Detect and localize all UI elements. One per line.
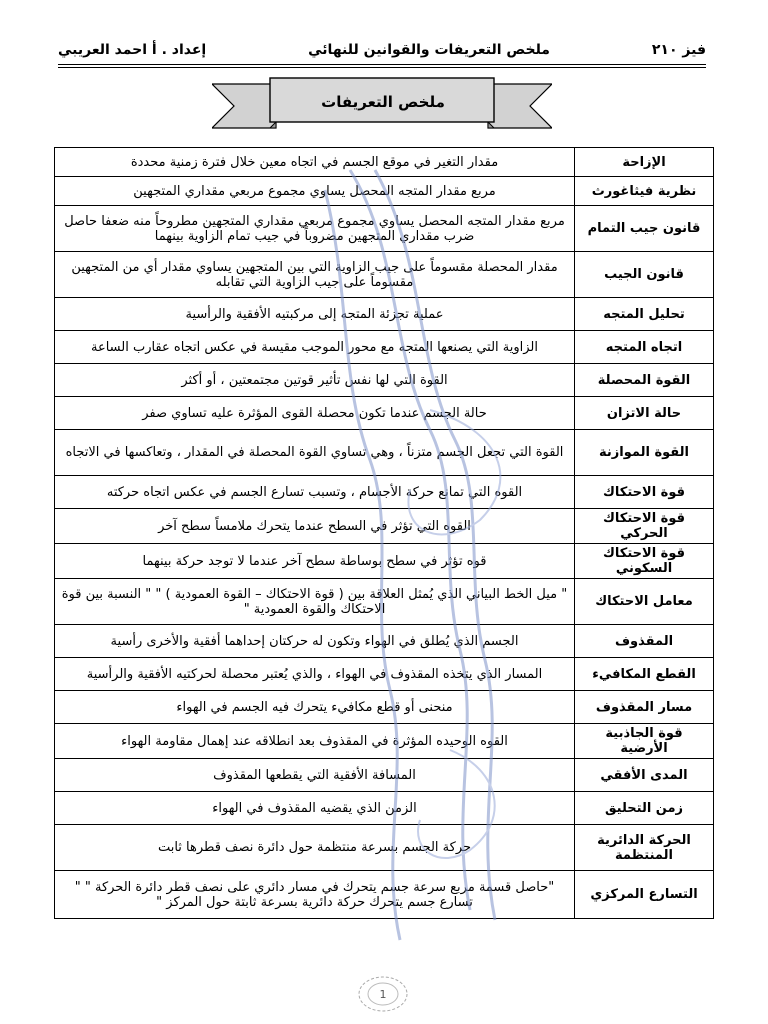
table-row <box>55 579 714 625</box>
definition-cell: مربع مقدار المتجه المحصل يساوي مجموع مربعي مقداري المتجهين <box>55 177 575 206</box>
term-cell: مسار المقذوف <box>575 691 714 724</box>
table-row <box>55 397 714 430</box>
definition-cell: مربع مقدار المتجه المحصل يساوي مجموع مربعي مقداري المتجهين مطروحاً منه ضعفا حاصل ضرب مقداري المتجهين مضروباً في جيب تمام الزاوية بينهما <box>55 206 575 252</box>
author-credit: إعداد . أ احمد العريبي <box>58 42 207 58</box>
table-row <box>55 298 714 331</box>
definition-cell: حركة الجسم بسرعة منتظمة حول دائرة نصف قطرها ثابت <box>55 825 575 871</box>
definition-cell: منحنى أو قطع مكافيء يتحرك فيه الجسم في الهواء <box>55 691 575 724</box>
table-row <box>55 177 714 206</box>
page-number: 1 <box>379 987 387 1001</box>
page-header <box>58 38 706 62</box>
term-cell: قوة الاحتكاك <box>575 476 714 509</box>
course-code: فيز ٢١٠ <box>651 42 706 58</box>
definition-cell: حالة الجسم عندما تكون محصلة القوى المؤثرة عليه تساوي صفر <box>55 397 575 430</box>
definition-cell: عملية تجزئة المتجه إلى مركبتيه الأفقية والرأسية <box>55 298 575 331</box>
table-row <box>55 476 714 509</box>
definition-cell: الجسم الذي يُطلق في الهواء وتكون له حركتان إحداهما أفقية والأخرى رأسية <box>55 625 575 658</box>
term-cell: اتجاه المتجه <box>575 331 714 364</box>
table-row <box>55 252 714 298</box>
term-cell: معامل الاحتكاك <box>575 579 714 625</box>
definition-cell: الزاوية التي يصنعها المتجه مع محور الموجب مقيسة في عكس اتجاه عقارب الساعة <box>55 331 575 364</box>
header-rule <box>58 64 706 65</box>
table-row <box>55 691 714 724</box>
term-cell: المدى الأفقي <box>575 759 714 792</box>
term-cell: قانون جيب التمام <box>575 206 714 252</box>
table-row <box>55 509 714 544</box>
definition-cell: " ميل الخط البياني الذي يُمثل العلاقة بين ( قوة الاحتكاك – القوة العمودية ) " " النسبة بين قوة الاحتكاك والقوة العمودية " <box>55 579 575 625</box>
table-row <box>55 625 714 658</box>
section-title: ملخص التعريفات <box>321 93 445 111</box>
table-row <box>55 331 714 364</box>
term-cell: قوة الاحتكاك الحركي <box>575 509 714 544</box>
table-row <box>55 364 714 397</box>
table-row <box>55 544 714 579</box>
table-row <box>55 148 714 177</box>
term-cell: قوة الاحتكاك السكوني <box>575 544 714 579</box>
table-row <box>55 206 714 252</box>
definition-cell: القوة التي تجعل الجسم متزناً ، وهي تساوي القوة المحصلة في المقدار ، وتعاكسها في الاتجاه <box>55 430 575 476</box>
table-row <box>55 825 714 871</box>
table-row <box>55 658 714 691</box>
term-cell: الحركة الدائرية المنتظمة <box>575 825 714 871</box>
term-cell: تحليل المتجه <box>575 298 714 331</box>
term-cell: قوة الجاذبية الأرضية <box>575 724 714 759</box>
term-cell: زمن التحليق <box>575 792 714 825</box>
definition-cell: مقدار التغير في موقع الجسم في اتجاه معين خلال فترة زمنية محددة <box>55 148 575 177</box>
table-row <box>55 724 714 759</box>
term-cell: القطع المكافيء <box>575 658 714 691</box>
term-cell: المقذوف <box>575 625 714 658</box>
definition-cell: المسار الذي يتخذه المقذوف في الهواء ، والذي يُعتبر محصلة لحركتيه الأفقية والرأسية <box>55 658 575 691</box>
definition-cell: مقدار المحصلة مقسوماً على جيب الزاوية التي بين المتجهين يساوي مقدار أي من المتجهين مقسوماً على جيب الزاوية التي تقابله <box>55 252 575 298</box>
definition-cell: القوة التي لها نفس تأثير قوتين مجتمعتين ، أو أكثر <box>55 364 575 397</box>
term-cell: حالة الاتزان <box>575 397 714 430</box>
definition-cell: المسافة الأفقية التي يقطعها المقذوف <box>55 759 575 792</box>
definition-cell: القوه التي تمانع حركة الأجسام ، وتسبب تسارع الجسم في عكس اتجاه حركته <box>55 476 575 509</box>
term-cell: نظرية فيثاغورث <box>575 177 714 206</box>
definition-cell: القوه الوحيده المؤثرة في المقذوف بعد انطلاقه عند إهمال مقاومة الهواء <box>55 724 575 759</box>
term-cell: القوة المحصلة <box>575 364 714 397</box>
term-cell: قانون الجيب <box>575 252 714 298</box>
definition-cell: قوه تؤثر في سطح بوساطة سطح آخر عندما لا توجد حركة بينهما <box>55 544 575 579</box>
table-row <box>55 759 714 792</box>
table-row <box>55 792 714 825</box>
term-cell: التسارع المركزي <box>575 871 714 919</box>
page-number-badge <box>353 972 413 1016</box>
table-row <box>55 871 714 919</box>
term-cell: القوة الموازنة <box>575 430 714 476</box>
table-row <box>55 430 714 476</box>
definition-cell: القوه التي تؤثر في السطح عندما يتحرك ملامساً سطح آخر <box>55 509 575 544</box>
header-rule-thin <box>58 67 706 68</box>
definition-cell: الزمن الذي يقضيه المقذوف في الهواء <box>55 792 575 825</box>
definition-cell: "حاصل قسمة مربع سرعة جسم يتحرك في مسار دائري على نصف قطر دائرة الحركة " " تسارع جسم يتحرك حركة دائرية بسرعة ثابتة حول المركز " <box>55 871 575 919</box>
document-title: ملخص التعريفات والقوانين للنهائي <box>308 42 550 58</box>
term-cell: الإزاحة <box>575 148 714 177</box>
definitions-table <box>54 147 714 919</box>
